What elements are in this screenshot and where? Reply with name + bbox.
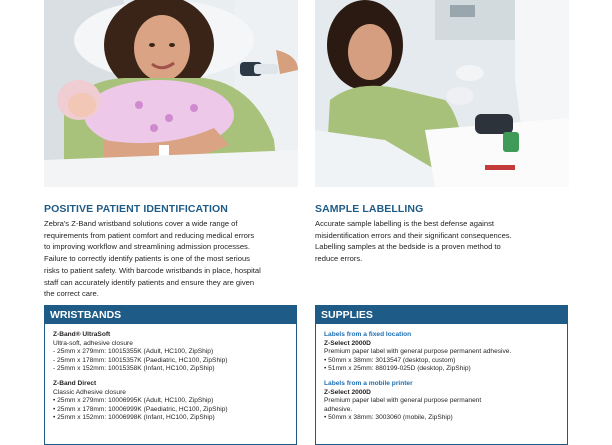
list-item: • 25mm x 279mm: 10006995K (Adult, HC100, ZipShip)	[53, 397, 214, 405]
patient-id-text: Zebra's Z-Band wristband solutions cover a wide range of requirements from patient comfort and reducing medical errors to improving workflow and streamlining admission processes. Failure to correctly identify patients is one of the most serious risks to patient safety. With barcode wristbands in place, hospital staff can accurately identify patients and ensure they are given the correct care.	[44, 219, 261, 299]
wristbands-panel	[44, 305, 297, 445]
list-item: • 50mm x 38mm: 3013547 (desktop, custom)	[324, 356, 456, 364]
fixed-product-name: Z-Select 2000D	[324, 339, 371, 347]
patient-id-heading: POSITIVE PATIENT IDENTIFICATION	[44, 203, 228, 215]
list-item: • 25mm x 178mm: 10006999K (Paediatric, HC100, ZipShip)	[53, 405, 228, 413]
sample-labelling-text: Accurate sample labelling is the best defense against misidentification errors and their significant consequences. Labelling samples at the bedside is a proven method to reduce errors.	[315, 219, 512, 264]
fixed-product-desc: Premium paper label with general purpose permanent adhesive.	[324, 348, 512, 356]
mother-baby-photo	[44, 0, 298, 187]
wristbands-title: WRISTBANDS	[45, 306, 296, 324]
sample-labelling-photo	[315, 0, 569, 187]
list-item: - 25mm x 178mm: 10015357K (Paediatric, HC100, ZipShip)	[53, 356, 228, 364]
ultrasoft-name: Z-Band® UltraSoft	[53, 331, 111, 338]
mobile-product-desc: Premium paper label with general purpose permanent	[324, 397, 482, 405]
sample-labelling-heading: SAMPLE LABELLING	[315, 203, 424, 215]
mobile-location-label: Labels from a mobile printer	[324, 379, 413, 387]
list-item: • 51mm x 25mm: 880199-025D (desktop, ZipShip)	[324, 365, 471, 373]
direct-name: Z-Band Direct	[53, 379, 97, 387]
list-item: • 50mm x 38mm: 3003060 (mobile, ZipShip)	[324, 414, 453, 422]
ultrasoft-desc: Ultra-soft, adhesive closure	[53, 339, 133, 347]
mobile-product-desc-cont: adhesive.	[324, 405, 353, 413]
list-item: • 25mm x 152mm: 10006998K (Infant, HC100, ZipShip)	[53, 414, 215, 422]
supplies-title: SUPPLIES	[316, 306, 567, 324]
direct-desc: Classic Adhesive closure	[53, 388, 126, 396]
mobile-product-name: Z-Select 2000D	[324, 388, 371, 396]
supplies-panel	[315, 305, 568, 445]
list-item: - 25mm x 279mm: 10015355K (Adult, HC100, ZipShip)	[53, 348, 214, 356]
list-item: - 25mm x 152mm: 10015358K (Infant, HC100, ZipShip)	[53, 365, 215, 373]
fixed-location-label: Labels from a fixed location	[324, 331, 412, 338]
